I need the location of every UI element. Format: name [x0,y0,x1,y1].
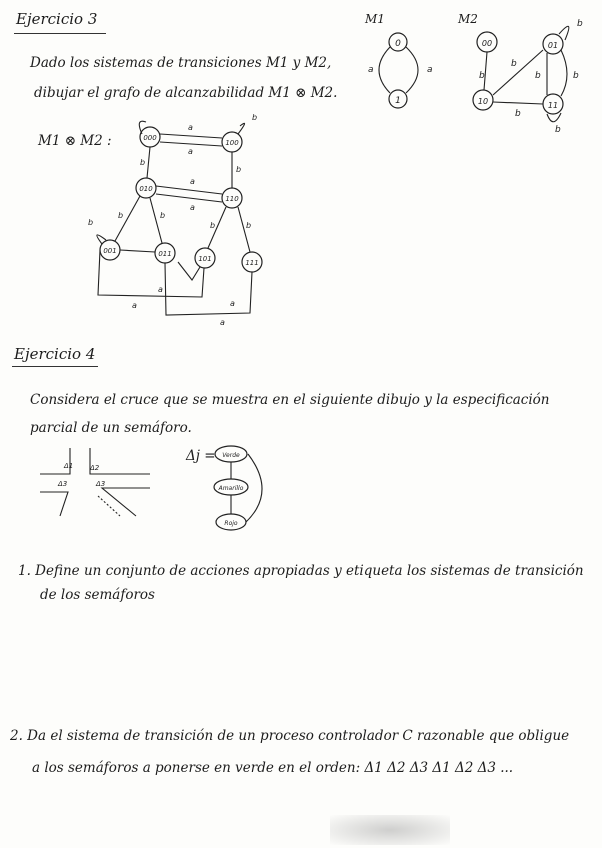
m1-edge-b-label: a [368,65,374,75]
edge-label: Verde [222,452,240,459]
state-verde [215,446,247,462]
edge-label: b [118,211,124,220]
edge-label: b [515,109,521,119]
edge-label: 11 [547,101,559,110]
edge-label: a [190,203,195,212]
edge-label: a [158,285,163,294]
edge-label: b [88,218,94,227]
q1-line1: 1. Define un conjunto de acciones apropiadas y etiqueta los sistemas de transición [18,563,584,579]
edge-label: b [140,158,146,167]
edge-label: Δ3 [96,480,106,488]
edge-label: 10 [477,97,489,106]
edge-label: b [479,71,485,81]
edge-001-101 [98,250,204,297]
product-node-000 [140,127,160,147]
m2-node-01 [543,34,563,54]
product-node-110 [222,188,242,208]
edge-label: b [577,19,583,29]
edge-label: a [188,123,193,132]
product-graph [80,110,290,330]
m2-label: M2 [458,12,478,26]
edge-label: b [555,125,561,135]
traffic-light-spec [205,442,285,537]
m1-edge-a [406,47,418,93]
edge-label: Δ2 [90,464,100,472]
edge-000-100 [160,134,222,138]
edge-label: 01 [547,41,559,50]
edge-label: Δ3 [58,480,68,488]
edge-000-010 [147,147,150,178]
edge-label: Rojo [224,520,238,527]
edge-label: a [190,177,195,186]
state-rojo [216,514,246,530]
loop-000 [139,121,146,134]
ex4-title: Ejercicio 4 [14,345,96,363]
product-node-001 [100,240,120,260]
edge-label: 101 [198,255,212,263]
ex3-statement-line1: Dado los sistemas de transiciones M1 y M2, [30,55,332,71]
edge-label: 1 [395,96,401,106]
road-edge-bl [40,492,68,516]
m2-edge-10-11 [493,102,543,104]
edge-label: 0 [395,39,401,49]
product-node-111 [242,252,262,272]
edge-010-110 [156,186,222,194]
product-node-011 [155,243,175,263]
product-node-100 [222,132,242,152]
m2-edge-11-01 [561,50,567,96]
edge-label: b [573,71,579,81]
m1-edge-a-label: a [427,65,433,75]
ex3-statement-line2: dibujar el grafo de alcanzabilidad M1 ⊗ M2. [34,85,338,101]
sj-label: Δj = [186,448,216,464]
edge-label: b [535,71,541,81]
edge-label: Amarillo [218,485,244,492]
edge-label: 111 [245,259,259,267]
edge-label: b [160,211,166,220]
edge-101-011 [178,262,200,280]
lane-divider [98,496,120,516]
crossroad-sketch [40,448,160,518]
m1-node-1 [389,90,407,108]
loop-100 [238,123,245,134]
product-label: M1 ⊗ M2 : [38,133,112,149]
m2-node-00 [477,32,497,52]
m2-node-11 [543,94,563,114]
edge-label: 010 [139,185,153,193]
m2-node-10 [473,90,493,110]
edge-110-010 [156,194,222,202]
m1-label: M1 [365,12,385,26]
product-node-010 [136,178,156,198]
q1-line2: de los semáforos [40,587,155,603]
edge-label: b [210,221,216,230]
ex4-statement-line1: Considera el cruce que se muestra en el siguiente dibujo y la especificación [30,392,550,408]
edge-label: b [236,165,242,174]
q2-line1: 2. Da el sistema de transición de un proceso controlador C razonable que obligue [10,728,570,744]
product-node-101 [195,248,215,268]
edge-label: b [252,113,258,122]
road-edge-br [102,488,150,516]
edge-label: 001 [103,247,117,255]
m1-node-0 [389,33,407,51]
ex4-title-underline [12,366,98,367]
edge-label: 000 [143,134,157,142]
edge-010-011 [150,198,162,243]
q2-line2: a los semáforos a ponerse en verde en el orden: Δ1 Δ2 Δ3 Δ1 Δ2 Δ3 ... [32,760,514,776]
ex3-title: Ejercicio 3 [16,10,98,28]
edge-label: Δ1 [64,462,74,470]
loop-001 [97,235,106,244]
m2-diagram [465,20,590,135]
edge-label: a [230,299,235,308]
scan-smudge [330,815,450,845]
edge-label: 011 [158,250,172,258]
edge-label: a [188,147,193,156]
edge-label: a [132,301,137,310]
edge-label: 00 [481,39,493,48]
edge-001-011 [120,250,155,252]
ex4-statement-line2: parcial de un semáforo. [30,420,192,436]
m1-diagram [360,25,440,120]
state-amarillo [214,479,248,495]
edge-label: 100 [225,139,239,147]
m1-edge-b [379,47,390,93]
road-edge-tl [40,448,70,474]
edge-011-111 [165,263,252,315]
edge-label: b [511,59,517,69]
edge-label: b [246,221,252,230]
edge-label: 110 [225,195,239,203]
ex3-title-underline [14,33,106,34]
edge-100-000 [160,142,222,146]
edge-label: a [220,318,225,327]
